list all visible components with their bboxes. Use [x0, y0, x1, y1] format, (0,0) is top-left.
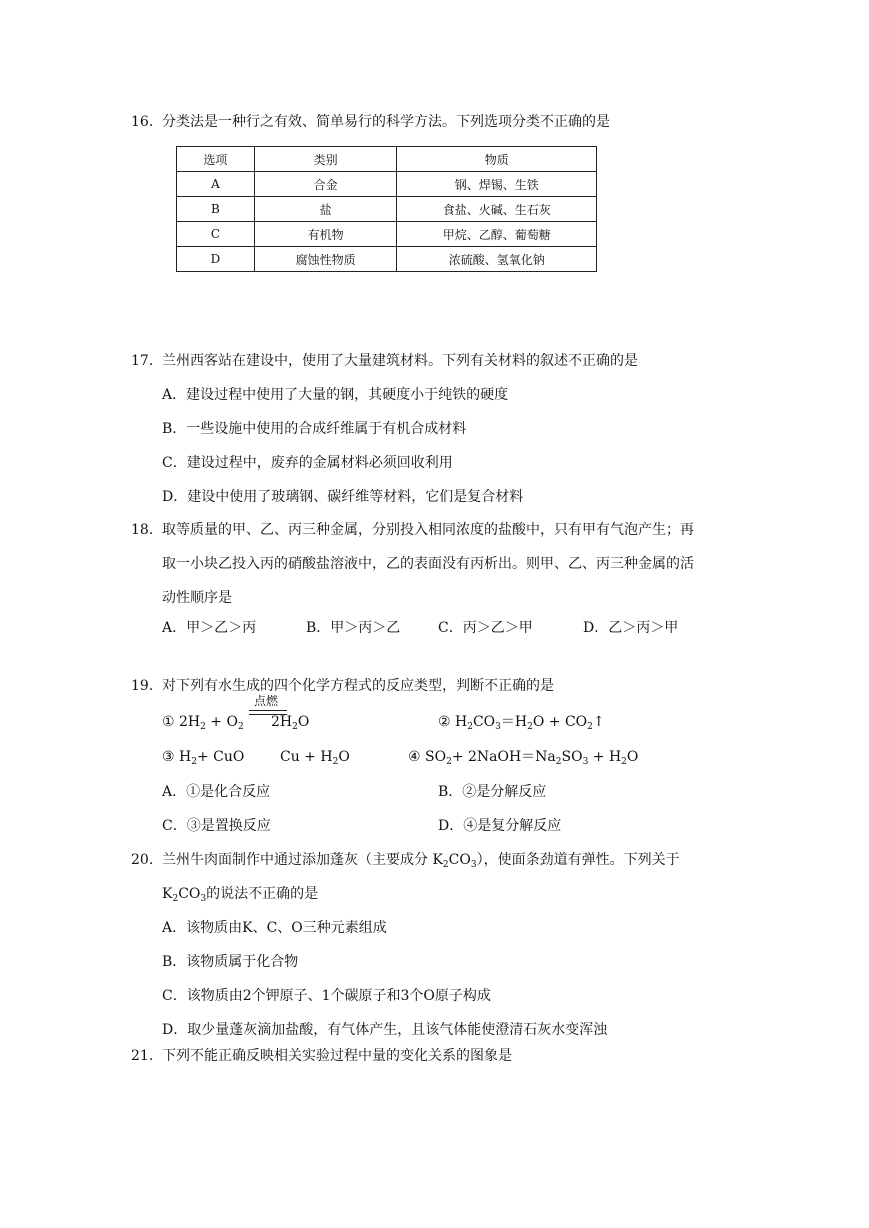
q19-option-b: B．②是分解反应 — [438, 784, 547, 800]
q18-option-c: C．丙＞乙＞甲 — [438, 620, 533, 636]
table-cell: 食盐、火碱、生石灰 — [397, 197, 597, 222]
table-cell: 合金 — [254, 172, 397, 197]
q21-number: 21. — [131, 1048, 154, 1064]
q19-option-a: A．①是化合反应 — [162, 784, 271, 800]
q16-stem: 分类法是一种行之有效、简单易行的科学方法。下列选项分类不正确的是 — [162, 114, 610, 130]
table-cell: B — [177, 197, 255, 222]
equation-4: ④ $SO_2+$ $2NaOH=Na_2SO_3 + H_2O$ — [408, 749, 639, 767]
q19-option-d: D．④是复分解反应 — [438, 818, 562, 834]
q20-option-c: C．该物质由2个钾原子、1个碳原子和3个O原子构成 — [162, 988, 491, 1004]
q17-option-a: A．建设过程中使用了大量的钢，其硬度小于纯铁的硬度 — [162, 387, 509, 403]
q16-number: 16. — [131, 114, 154, 130]
reaction-condition-label: 点燃 — [254, 694, 279, 708]
q18-number: 18. — [131, 522, 154, 538]
q19-stem: 对下列有水生成的四个化学方程式的反应类型，判断不正确的是 — [162, 678, 554, 694]
table-cell: 有机物 — [254, 222, 397, 247]
table-header: 物质 — [397, 147, 597, 172]
table-cell: C — [177, 222, 255, 247]
q18-stem-line: 取等质量的甲、乙、丙三种金属，分别投入相同浓度的盐酸中，只有甲有气泡产生；再 — [162, 522, 694, 538]
table-cell: 浓硫酸、氢氧化钠 — [397, 247, 597, 272]
q18-stem-line: 取一小块乙投入丙的硝酸盐溶液中，乙的表面没有丙析出。则甲、乙、丙三种金属的活 — [162, 556, 694, 572]
q18-option-a: A．甲＞乙＞丙 — [162, 620, 257, 636]
table-cell: D — [177, 247, 255, 272]
table-row — [177, 222, 597, 247]
q17-option-c: C．建设过程中，废弃的金属材料必须回收利用 — [162, 455, 453, 471]
table-cell: 甲烷、乙醇、葡萄糖 — [397, 222, 597, 247]
equation-3-product: $Cu + H_2O$ — [280, 749, 350, 767]
table-cell: 钢、焊锡、生铁 — [397, 172, 597, 197]
q17-option-b: B．一些设施中使用的合成纤维属于有机合成材料 — [162, 421, 467, 437]
q20-option-d: D．取少量蓬灰滴加盐酸，有气体产生，且该气体能使澄清石灰水变浑浊 — [162, 1022, 608, 1038]
q17-number: 17. — [131, 353, 154, 369]
table-cell: A — [177, 172, 255, 197]
q18-stem-line: 动性顺序是 — [162, 590, 232, 606]
q20-stem-line1: 兰州牛肉面制作中通过添加蓬灰（主要成分 $K_2CO_3$），使面条劲道有弹性。下列关于 — [162, 852, 680, 870]
table-header: 类别 — [254, 147, 397, 172]
q21-stem: 下列不能正确反映相关实验过程中量的变化关系的图象是 — [162, 1048, 512, 1064]
q20-stem-text-2: 的说法不正确的是 — [206, 886, 319, 902]
q20-stem-text: 兰州牛肉面制作中通过添加蓬灰（主要成分 — [162, 852, 428, 868]
equation-1-product: $2H_2O$ — [271, 714, 310, 732]
q18-option-d: D．乙＞丙＞甲 — [583, 620, 679, 636]
table-header-row — [177, 147, 597, 172]
q20-option-b: B．该物质属于化合物 — [162, 954, 299, 970]
table-row — [177, 172, 597, 197]
table-cell: 盐 — [254, 197, 397, 222]
q20-number: 20. — [131, 852, 154, 868]
table-row — [177, 197, 597, 222]
q20-stem-line2: $K_2CO_3$的说法不正确的是 — [162, 886, 319, 904]
classification-table — [176, 146, 597, 272]
q20-stem-text-end: ），使面条劲道有弹性。下列关于 — [476, 852, 680, 868]
q19-number: 19. — [131, 678, 154, 694]
equation-2: ② $H_2CO_3=H_2O$ + $CO_2↑$ — [438, 714, 605, 732]
q19-option-c: C．③是置换反应 — [162, 818, 271, 834]
equation-1: ① $2H_2 + O_2$ — [162, 714, 244, 732]
q17-option-d: D．建设中使用了玻璃钢、碳纤维等材料，它们是复合材料 — [162, 489, 524, 505]
equation-3: ③ $H_2+$ CuO — [162, 749, 245, 767]
table-cell: 腐蚀性物质 — [254, 247, 397, 272]
q20-option-a: A．该物质由K、C、O三种元素组成 — [162, 920, 387, 936]
q17-stem: 兰州西客站在建设中，使用了大量建筑材料。下列有关材料的叙述不正确的是 — [162, 353, 638, 369]
q18-option-b: B．甲＞丙＞乙 — [306, 620, 401, 636]
table-header: 选项 — [177, 147, 255, 172]
table-row — [177, 247, 597, 272]
